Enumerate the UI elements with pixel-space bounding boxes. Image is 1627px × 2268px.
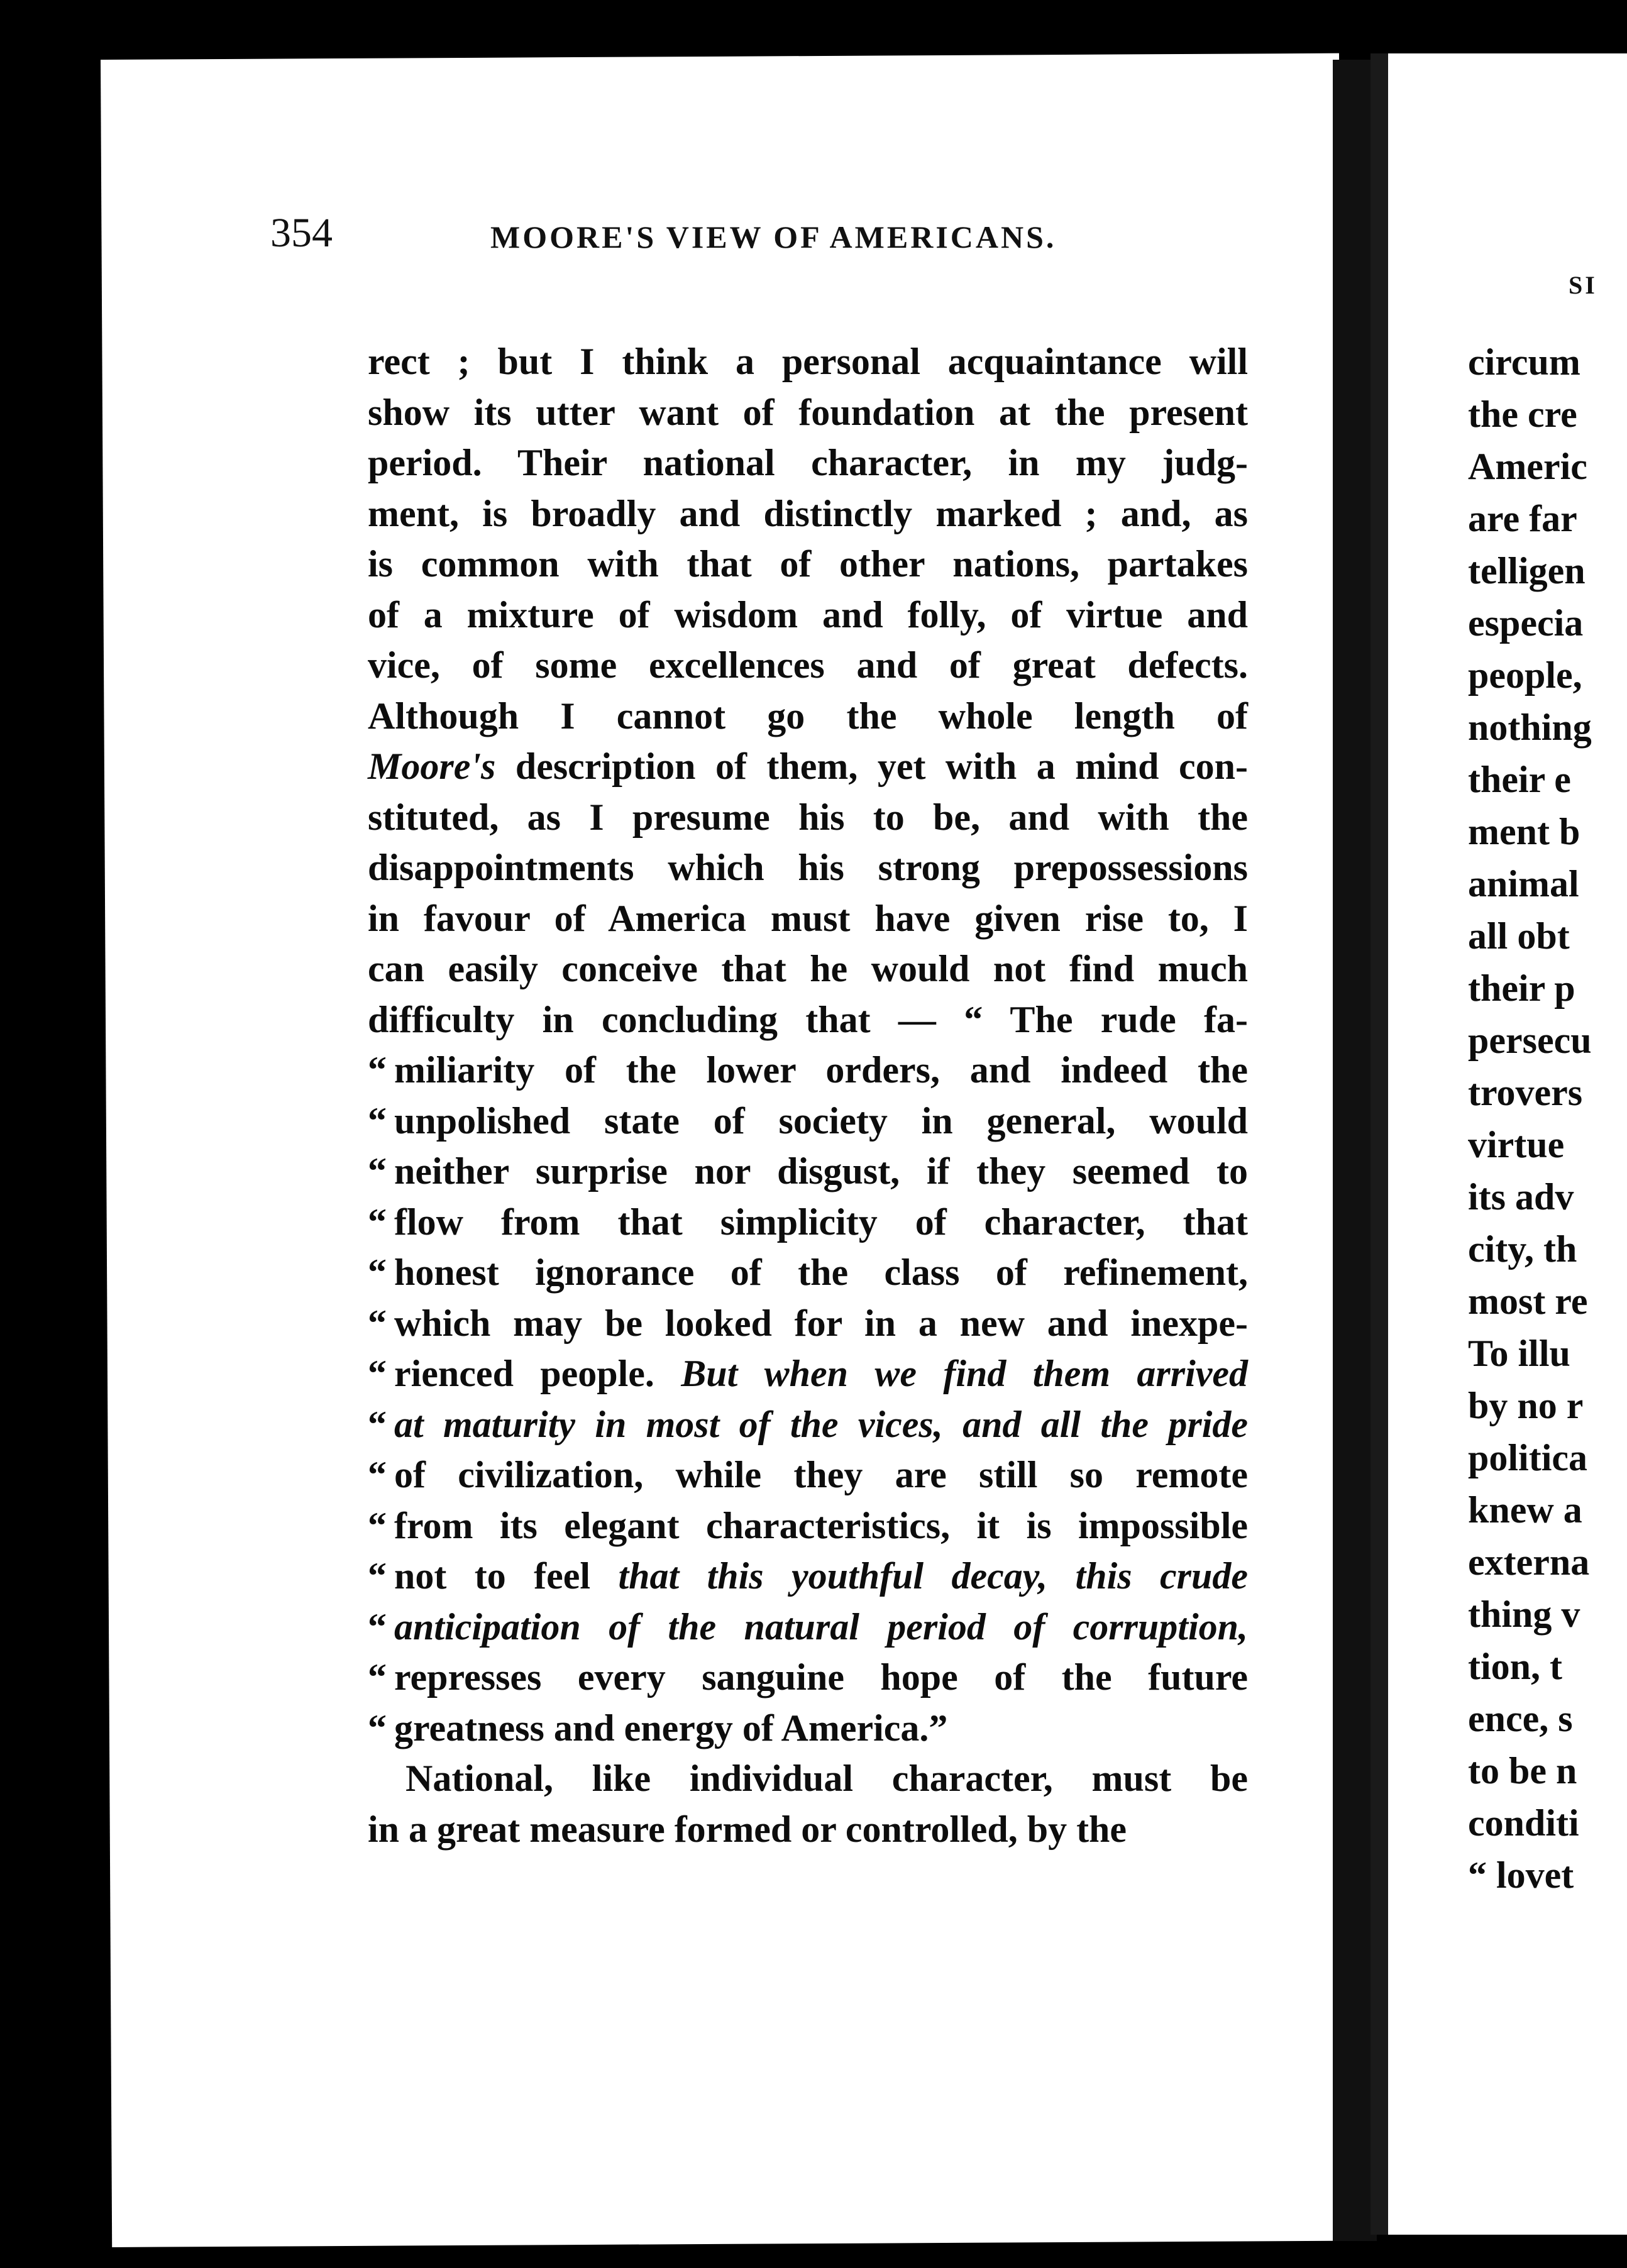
right-text-line: knew a xyxy=(1468,1489,1582,1531)
right-text-line: the cre xyxy=(1468,394,1577,435)
quote-mark: “ xyxy=(368,1302,387,1344)
line-text: of civilization, while they are still so remote xyxy=(394,1454,1248,1495)
text-line xyxy=(368,336,1248,387)
quote-mark: “ xyxy=(368,1353,387,1394)
text-line xyxy=(368,1247,1248,1298)
right-text-line: To illu xyxy=(1468,1333,1570,1374)
text-line xyxy=(368,539,1248,590)
text-line xyxy=(368,590,1248,641)
text-line xyxy=(368,1500,1248,1551)
text-line xyxy=(368,1551,1248,1602)
text-line xyxy=(368,1703,1248,1754)
page-number: 354 xyxy=(270,210,333,256)
italic-text: that this youthful decay, this crude xyxy=(618,1555,1248,1597)
quote-mark: “ xyxy=(368,1555,387,1597)
line-text: miliarity of the lower orders, and indeed the xyxy=(394,1049,1248,1091)
line-text: unpolished state of society in general, would xyxy=(394,1099,1248,1142)
right-page-body xyxy=(1468,336,1594,1902)
line-text: of a mixture of wisdom and folly, of virtue and xyxy=(368,593,1248,636)
text-line xyxy=(368,893,1248,944)
right-text-line: Americ xyxy=(1468,446,1587,487)
right-text-line: are far xyxy=(1468,498,1577,539)
italic-text: But when we find them arrived xyxy=(681,1353,1248,1394)
text-line xyxy=(368,944,1248,994)
text-line xyxy=(368,741,1248,792)
right-text-line: animal xyxy=(1468,863,1579,905)
line-text: difficulty in concluding that — “ The rude fa- xyxy=(368,998,1248,1040)
text-line xyxy=(368,387,1248,438)
quote-mark: “ xyxy=(368,1454,387,1495)
right-text-line: nothing xyxy=(1468,707,1592,748)
quote-mark: “ xyxy=(368,1150,387,1192)
quote-mark: “ xyxy=(368,1707,387,1749)
line-text: ment, is broadly and distinctly marked ; and, as xyxy=(368,492,1248,534)
text-line xyxy=(368,1753,1248,1804)
line-text: period. Their national character, in my judg- xyxy=(368,442,1248,483)
quote-mark: “ xyxy=(368,1656,387,1698)
right-running-head: SI xyxy=(1569,271,1597,299)
line-text: disappointments which his strong prepossessions xyxy=(368,847,1248,888)
text-line xyxy=(368,1450,1248,1500)
text-line xyxy=(368,1197,1248,1248)
line-text: National, like individual character, must be xyxy=(405,1758,1248,1799)
right-text-line: trovers xyxy=(1468,1072,1583,1113)
text-line xyxy=(368,1096,1248,1147)
right-text-line: conditi xyxy=(1468,1802,1579,1844)
text-line xyxy=(368,1602,1248,1653)
text-line xyxy=(368,1348,1248,1399)
line-text: description of them, yet with a mind con- xyxy=(495,746,1248,787)
text-line xyxy=(368,438,1248,488)
line-text: not to feel xyxy=(394,1555,619,1597)
line-text: represses every sanguine hope of the future xyxy=(394,1656,1248,1698)
text-line xyxy=(368,792,1248,843)
text-line xyxy=(368,1652,1248,1703)
right-text-line: externa xyxy=(1468,1541,1590,1583)
text-line xyxy=(368,640,1248,691)
quote-mark: “ xyxy=(368,1201,387,1243)
line-text: rienced people. xyxy=(394,1353,681,1394)
quote-mark: “ xyxy=(368,1049,387,1091)
line-text: in a great measure formed or controlled, by the xyxy=(368,1808,1127,1850)
line-text: stituted, as I presume his to be, and with the xyxy=(368,796,1248,838)
right-text-line: ment b xyxy=(1468,811,1580,852)
line-text: can easily conceive that he would not find much xyxy=(368,948,1248,989)
right-text-line: to be n xyxy=(1468,1750,1577,1792)
line-text: neither surprise nor disgust, if they seemed to xyxy=(394,1150,1248,1192)
text-line xyxy=(368,488,1248,539)
right-text-line: politica xyxy=(1468,1437,1587,1478)
right-text-line: thing v xyxy=(1468,1594,1580,1635)
text-line xyxy=(368,842,1248,893)
right-text-line: its adv xyxy=(1468,1176,1574,1218)
running-head: MOORE'S VIEW OF AMERICANS. xyxy=(490,219,1057,255)
quote-mark: “ xyxy=(368,1403,387,1445)
line-text: from its elegant characteristics, it is impossible xyxy=(394,1504,1248,1546)
line-text: flow from that simplicity of character, that xyxy=(394,1201,1248,1243)
right-text-line: telligen xyxy=(1468,550,1586,592)
text-line xyxy=(368,1804,1248,1855)
right-text-line: their e xyxy=(1468,759,1571,800)
right-text-line: virtue xyxy=(1468,1124,1565,1165)
text-line xyxy=(368,1045,1248,1096)
right-text-line: tion, t xyxy=(1468,1646,1562,1687)
right-text-line: city, th xyxy=(1468,1228,1577,1270)
right-text-line: most re xyxy=(1468,1280,1588,1322)
italic-text: Moore's xyxy=(368,746,496,787)
line-text: is common with that of other nations, partakes xyxy=(368,543,1248,585)
line-text: honest ignorance of the class of refinement, xyxy=(394,1252,1248,1293)
quote-mark: “ xyxy=(368,1252,387,1293)
right-text-line: “ lovet xyxy=(1468,1854,1574,1896)
right-text-line: circum xyxy=(1468,341,1580,383)
quote-mark: “ xyxy=(368,1605,387,1648)
text-line xyxy=(368,1298,1248,1349)
line-text: greatness and energy of America.” xyxy=(394,1707,948,1749)
text-line xyxy=(368,1146,1248,1197)
line-text: show its utter want of foundation at the present xyxy=(368,391,1248,433)
italic-text: at maturity in most of the vices, and all the pride xyxy=(394,1403,1248,1445)
text-line xyxy=(368,994,1248,1045)
line-text: which may be looked for in a new and inexpe- xyxy=(394,1302,1248,1344)
right-text-line: by no r xyxy=(1468,1385,1584,1426)
line-text: in favour of America must have given rise to, I xyxy=(368,897,1248,939)
quote-mark: “ xyxy=(368,1504,387,1546)
left-page-body xyxy=(368,336,1248,1854)
right-text-line: all obt xyxy=(1468,915,1570,957)
text-line xyxy=(368,691,1248,742)
right-text-line: ence, s xyxy=(1468,1698,1573,1739)
right-text-line: especia xyxy=(1468,602,1584,644)
quote-mark: “ xyxy=(368,1099,387,1142)
right-text-line: their p xyxy=(1468,967,1575,1009)
line-text: Although I cannot go the whole length of xyxy=(368,695,1248,737)
line-text: rect ; but I think a personal acquaintance will xyxy=(368,341,1248,382)
italic-text: anticipation of the natural period of corruption, xyxy=(394,1605,1248,1648)
right-text-line: people, xyxy=(1468,654,1582,696)
line-text: vice, of some excellences and of great defects. xyxy=(368,644,1248,686)
right-text-line: persecu xyxy=(1468,1020,1592,1061)
text-line xyxy=(368,1399,1248,1450)
